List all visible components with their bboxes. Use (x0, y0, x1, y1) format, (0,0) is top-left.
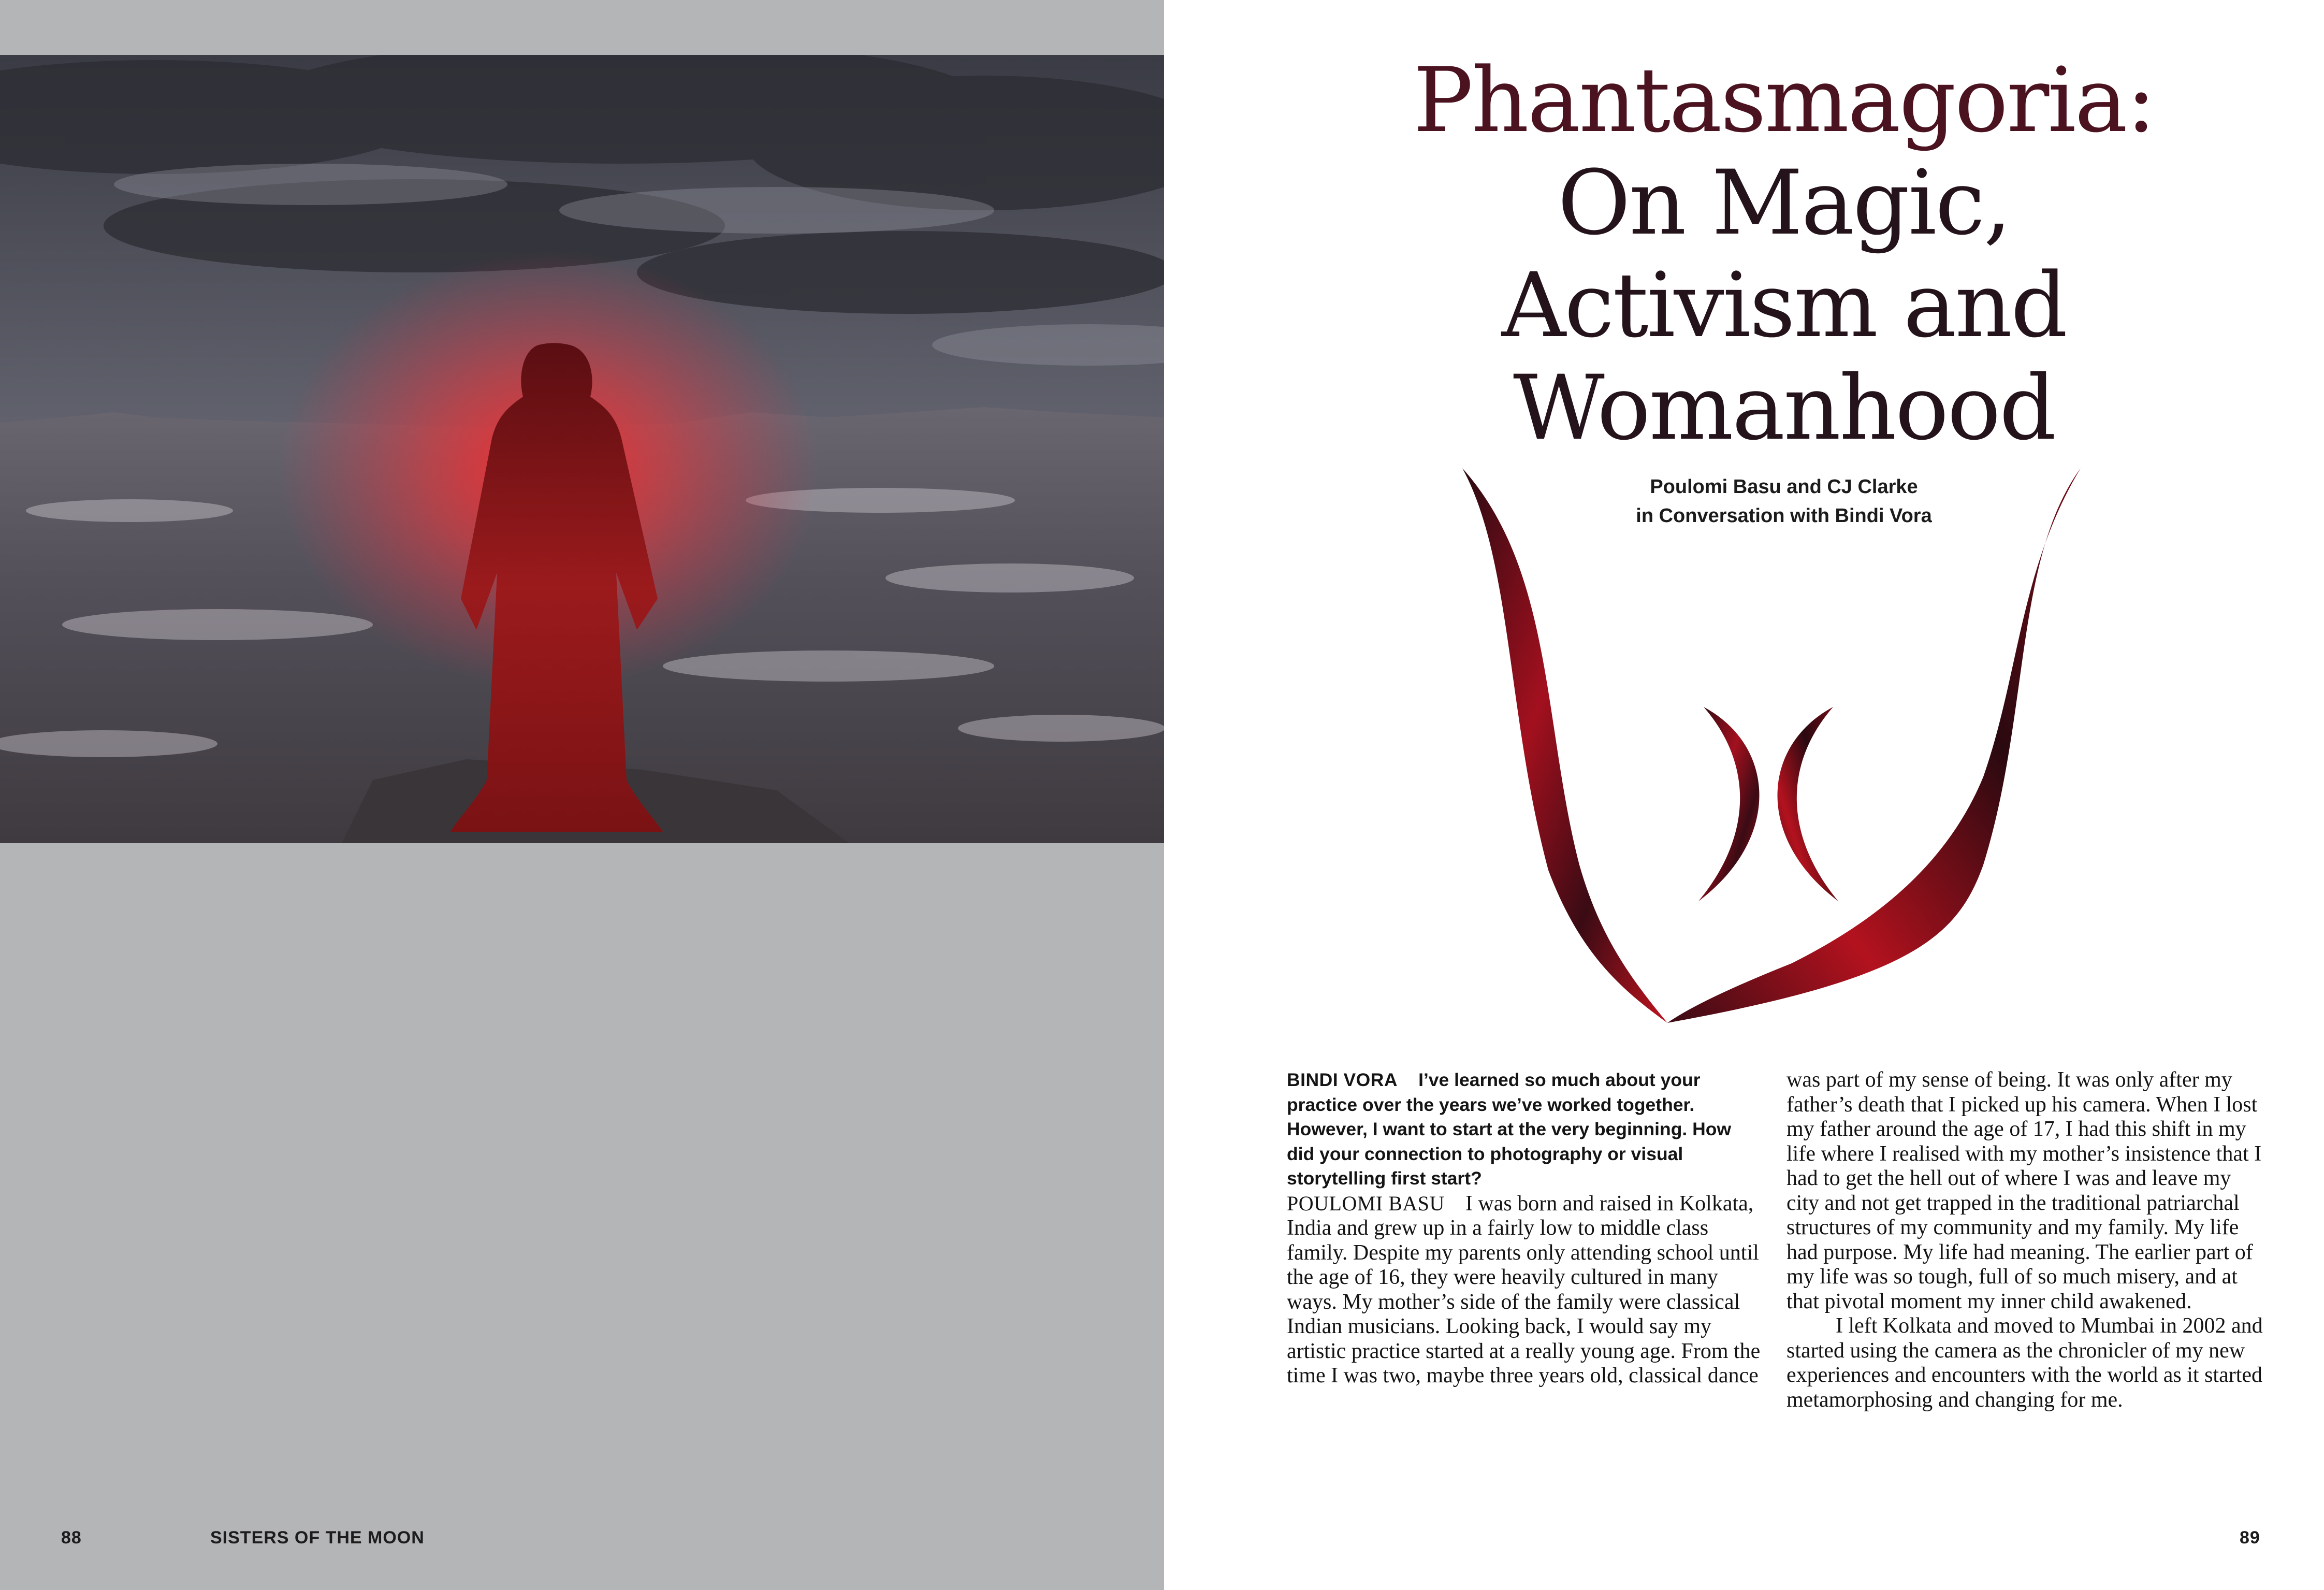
question-speaker: BINDI VORA (1287, 1069, 1398, 1090)
photo-of-veiled-figure-icon (0, 55, 1164, 843)
title-line-2: On Magic, (1557, 151, 2011, 255)
title-line-1: Phantasmagoria: (1413, 48, 2155, 152)
answer-text-col2: was part of my sense of being. It was only after my father’s death that I picked up his camera. When I lost my father around the age of 17, I had this shift in my life where I realised with my mother’s insistence that I had to get the hell out of where I was and leave my city and not get trapped in the traditional patriarchal structures of my community and my family. My life had purpose. My life had meaning. The earlier part of my life was so tough, full of so much misery, and at that pivotal moment my inner child awakened. (1786, 1068, 2262, 1313)
answer-paragraph-1 (1287, 1191, 1763, 1389)
answer-text-col1: I was born and raised in Kolkata, India and grew up in a fairly low to middle class family. Despite my parents only attending school until the age of 16, they were heavily cultured in many ways. My mother’s side of the family were classical Indian musicians. Looking back, I would say my artistic practice started at a really young age. From the time I was two, maybe three years old, classical dance (1287, 1191, 1761, 1387)
text-column-1 (1287, 1068, 1763, 1389)
question-text: I’ve learned so much about your practice over the years we’ve worked together. However, I want to start at the very beginning. How did your connection to photography or visual storytelling first start? (1287, 1069, 1732, 1189)
text-column-2 (1786, 1068, 2268, 1412)
title-line-3: Activism and (1501, 253, 2067, 357)
running-head: SISTERS OF THE MOON (210, 1528, 425, 1548)
answer-speaker: POULOMI BASU (1287, 1191, 1445, 1215)
interview-question (1287, 1068, 1763, 1191)
answer-paragraph-2: I left Kolkata and moved to Mumbai in 2002 and started using the camera as the chronicler of my new experiences and encounters with the world as it started metamorphosing and changing for me. (1786, 1314, 2263, 1412)
byline (1579, 472, 1988, 530)
page-number-left: 88 (61, 1528, 82, 1548)
article-title (1377, 49, 2190, 459)
byline-line-2: in Conversation with Bindi Vora (1636, 505, 1932, 527)
cover-photo (0, 55, 1164, 843)
horn-ornament-icon (1450, 456, 2092, 1025)
title-line-4: Womanhood (1513, 356, 2055, 460)
page-number-right: 89 (2240, 1528, 2260, 1548)
byline-line-1: Poulomi Basu and CJ Clarke (1650, 476, 1918, 498)
